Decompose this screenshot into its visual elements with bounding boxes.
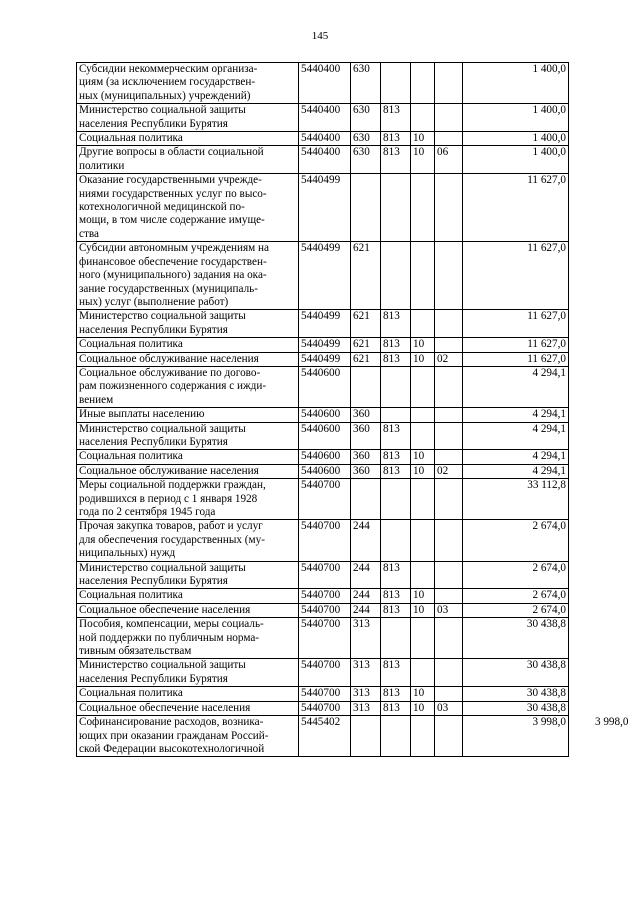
administrator-code: 813 [381,104,411,132]
row-name-line: политики [79,159,125,172]
target-article-code: 5440600 [299,408,351,422]
expense-type-code: 313 [351,687,381,701]
subsection-code [435,422,463,450]
amount-extra [569,687,631,701]
administrator-code [381,520,411,561]
row-name-line: Социальное обслуживание по догово- [79,366,261,379]
section-code: 10 [411,464,435,478]
target-article-code: 5440700 [299,561,351,589]
row-name-line: зание государственных (муниципаль- [79,282,258,295]
amount-extra [569,450,631,464]
section-code: 10 [411,701,435,715]
table-row [77,450,631,464]
section-code [411,174,435,242]
expense-type-code: 630 [351,104,381,132]
subsection-code: 06 [435,146,463,174]
row-name-line: Меры социальной поддержки граждан, [79,479,266,492]
subsection-code [435,450,463,464]
expense-type-code [351,716,381,757]
amount: 4 294,1 [463,464,569,478]
amount-extra [569,659,631,687]
table-row [77,366,631,407]
row-name [77,589,299,603]
page-number: 145 [311,30,329,42]
administrator-code [381,242,411,310]
section-code [411,716,435,757]
administrator-code: 813 [381,659,411,687]
row-name [77,716,299,757]
amount: 1 400,0 [463,146,569,174]
amount-extra [569,520,631,561]
table-row [77,408,631,422]
row-name-line: ниями государственных услуг по высо- [79,187,267,200]
expense-type-code: 621 [351,310,381,338]
table-row [77,701,631,715]
expense-type-code [351,366,381,407]
row-name [77,310,299,338]
row-name-line: Оказание государственными учрежде- [79,174,262,187]
row-name-line: для обеспечения государственных (му- [79,533,265,546]
target-article-code: 5440700 [299,479,351,520]
expense-type-code: 630 [351,63,381,104]
expense-type-code: 360 [351,450,381,464]
administrator-code: 813 [381,338,411,352]
section-code: 10 [411,338,435,352]
amount-extra [569,464,631,478]
expense-type-code: 360 [351,422,381,450]
row-name-line: Социальная политика [79,132,183,145]
row-name [77,659,299,687]
amount: 3 998,0 [463,716,569,757]
amount: 30 438,8 [463,687,569,701]
target-article-code: 5440600 [299,450,351,464]
amount-extra [569,589,631,603]
subsection-code [435,132,463,146]
subsection-code [435,310,463,338]
section-code [411,104,435,132]
section-code [411,63,435,104]
amount-extra [569,174,631,242]
target-article-code: 5440499 [299,352,351,366]
row-name-line: Софинансирование расходов, возника- [79,716,264,729]
subsection-code [435,520,463,561]
administrator-code: 813 [381,701,411,715]
row-name-line: Министерство социальной защиты [79,104,246,117]
row-name-line: Социальная политика [79,589,183,602]
table-row [77,104,631,132]
administrator-code: 813 [381,687,411,701]
administrator-code: 813 [381,310,411,338]
row-name-line: населения Республики Бурятия [79,323,228,336]
row-name [77,422,299,450]
expense-type-code: 313 [351,701,381,715]
target-article-code: 5440400 [299,146,351,174]
subsection-code [435,561,463,589]
subsection-code [435,366,463,407]
amount-extra [569,561,631,589]
subsection-code [435,618,463,659]
amount-extra [569,603,631,617]
target-article-code: 5440499 [299,310,351,338]
target-article-code: 5445402 [299,716,351,757]
subsection-code [435,242,463,310]
row-name-line: Субсидии автономным учреждениям на [79,242,269,255]
row-name [77,701,299,715]
amount-extra [569,132,631,146]
subsection-code [435,716,463,757]
section-code: 10 [411,589,435,603]
subsection-code [435,589,463,603]
row-name-line: Социальная политика [79,450,183,463]
amount: 4 294,1 [463,366,569,407]
section-code [411,408,435,422]
amount: 4 294,1 [463,422,569,450]
row-name-line: года по 2 сентября 1945 года [79,506,216,518]
amount-extra: 3 998,0 [594,715,629,728]
amount: 2 674,0 [463,603,569,617]
administrator-code: 813 [381,146,411,174]
row-name-line: Социальное обслуживание населения [79,352,259,365]
amount-extra [569,310,631,338]
administrator-code [381,366,411,407]
row-name [77,450,299,464]
subsection-code: 03 [435,701,463,715]
table-row [77,174,631,242]
amount-extra [569,618,631,659]
row-name-line: Иные выплаты населению [79,408,205,421]
row-name [77,146,299,174]
target-article-code: 5440600 [299,464,351,478]
row-name-line: ного (муниципального) задания на ока- [79,269,267,282]
table-row [77,338,631,352]
row-name-line: родившихся в период с 1 января 1928 [79,492,258,505]
section-code [411,520,435,561]
target-article-code: 5440700 [299,701,351,715]
row-name-line: ных) услуг (выполнение работ) [79,295,229,308]
amount: 1 400,0 [463,104,569,132]
amount-extra [569,366,631,407]
amount: 1 400,0 [463,63,569,104]
expense-type-code: 244 [351,603,381,617]
row-name-line: Социальная политика [79,338,183,351]
subsection-code: 03 [435,603,463,617]
expense-type-code: 244 [351,561,381,589]
row-name-line: финансовое обеспечение государствен- [79,255,267,268]
row-name [77,63,299,104]
subsection-code [435,104,463,132]
target-article-code: 5440700 [299,687,351,701]
amount: 2 674,0 [463,520,569,561]
administrator-code: 813 [381,450,411,464]
table-row [77,603,631,617]
row-name-line: ных (муниципальных) учреждений) [79,89,251,102]
row-name-line: рам пожизненного содержания с ижди- [79,380,267,393]
section-code [411,242,435,310]
amount-extra [569,422,631,450]
section-code [411,479,435,520]
row-name-line: Социальное обеспечение населения [79,603,251,616]
target-article-code: 5440499 [299,338,351,352]
expense-type-code [351,174,381,242]
section-code [411,561,435,589]
row-name-line: ской Федерации высокотехнологичной [79,742,265,755]
row-name [77,242,299,310]
table-row [77,561,631,589]
target-article-code: 5440400 [299,132,351,146]
administrator-code: 813 [381,132,411,146]
row-name-line: Министерство социальной защиты [79,422,246,435]
section-code [411,618,435,659]
row-name-line: котехнологичной медицинской по- [79,201,245,214]
row-name [77,132,299,146]
row-name [77,104,299,132]
amount-extra [569,146,631,174]
amount: 30 438,8 [463,659,569,687]
target-article-code: 5440700 [299,659,351,687]
table-row [77,520,631,561]
table-row [77,479,631,520]
row-name-line: тивным обязательствам [79,645,192,658]
amount-extra [569,63,631,104]
section-code: 10 [411,687,435,701]
expense-type-code: 313 [351,659,381,687]
row-name [77,520,299,561]
table-row [77,63,631,104]
amount: 11 627,0 [463,242,569,310]
row-name [77,408,299,422]
budget-table-body [77,63,631,757]
row-name-line: Прочая закупка товаров, работ и услуг [79,520,263,533]
row-name-line: ющих при оказании гражданам Россий- [79,729,269,742]
subsection-code: 02 [435,464,463,478]
subsection-code [435,338,463,352]
amount-extra [569,479,631,520]
expense-type-code: 313 [351,618,381,659]
table-row [77,687,631,701]
table-row [77,242,631,310]
amount-extra [569,104,631,132]
row-name [77,338,299,352]
administrator-code: 813 [381,422,411,450]
row-name-line: Министерство социальной защиты [79,561,246,574]
table-row [77,310,631,338]
section-code: 10 [411,603,435,617]
budget-table [76,62,631,757]
row-name-line: Министерство социальной защиты [79,659,246,672]
administrator-code [381,63,411,104]
row-name-line: Министерство социальной защиты [79,310,246,323]
row-name [77,603,299,617]
expense-type-code: 360 [351,408,381,422]
amount: 2 674,0 [463,561,569,589]
expense-type-code [351,479,381,520]
row-name-line: Социальное обеспечение населения [79,701,251,714]
amount-extra [569,408,631,422]
row-name [77,618,299,659]
section-code: 10 [411,146,435,174]
row-name [77,174,299,242]
row-name-line: мощи, в том числе содержание имуще- [79,214,265,227]
table-row [77,716,631,757]
amount: 30 438,8 [463,701,569,715]
row-name-line: населения Республики Бурятия [79,435,228,448]
row-name-line: Субсидии некоммерческим организа- [79,63,258,75]
amount-extra [569,338,631,352]
administrator-code: 813 [381,589,411,603]
row-name [77,352,299,366]
row-name [77,687,299,701]
section-code: 10 [411,450,435,464]
amount: 11 627,0 [463,310,569,338]
subsection-code [435,408,463,422]
target-article-code: 5440600 [299,422,351,450]
target-article-code: 5440700 [299,520,351,561]
section-code [411,310,435,338]
table-row [77,132,631,146]
section-code: 10 [411,132,435,146]
target-article-code: 5440700 [299,603,351,617]
administrator-code [381,479,411,520]
subsection-code: 02 [435,352,463,366]
table-row [77,352,631,366]
row-name-line: циям (за исключением государствен- [79,76,256,89]
target-article-code: 5440499 [299,174,351,242]
row-name [77,464,299,478]
row-name [77,479,299,520]
expense-type-code: 621 [351,242,381,310]
expense-type-code: 360 [351,464,381,478]
subsection-code [435,659,463,687]
section-code [411,659,435,687]
table-row [77,464,631,478]
row-name-line: ства [79,227,99,240]
table-row [77,589,631,603]
section-code [411,422,435,450]
administrator-code: 813 [381,464,411,478]
row-name-line: Пособия, компенсации, меры социаль- [79,618,264,631]
row-name [77,366,299,407]
administrator-code [381,618,411,659]
target-article-code: 5440700 [299,618,351,659]
row-name-line: Социальное обслуживание населения [79,464,259,477]
expense-type-code: 630 [351,146,381,174]
expense-type-code: 621 [351,352,381,366]
amount: 4 294,1 [463,450,569,464]
table-row [77,659,631,687]
subsection-code [435,174,463,242]
subsection-code [435,687,463,701]
expense-type-code: 244 [351,520,381,561]
expense-type-code: 630 [351,132,381,146]
amount-extra [569,242,631,310]
administrator-code: 813 [381,561,411,589]
row-name-line: ниципальных) нужд [79,547,176,560]
administrator-code: 813 [381,352,411,366]
amount: 1 400,0 [463,132,569,146]
row-name-line: ной поддержки по публичным норма- [79,631,260,644]
administrator-code: 813 [381,603,411,617]
administrator-code [381,716,411,757]
expense-type-code: 244 [351,589,381,603]
target-article-code: 5440499 [299,242,351,310]
row-name-line: вением [79,393,114,406]
row-name [77,561,299,589]
subsection-code [435,63,463,104]
target-article-code: 5440400 [299,63,351,104]
subsection-code [435,479,463,520]
amount: 11 627,0 [463,352,569,366]
target-article-code: 5440600 [299,366,351,407]
amount: 11 627,0 [463,174,569,242]
row-name-line: Социальная политика [79,687,183,700]
amount: 30 438,8 [463,618,569,659]
row-name-line: населения Республики Бурятия [79,117,228,130]
administrator-code [381,408,411,422]
expense-type-code: 621 [351,338,381,352]
target-article-code: 5440700 [299,589,351,603]
table-row [77,146,631,174]
target-article-code: 5440400 [299,104,351,132]
section-code: 10 [411,352,435,366]
section-code [411,366,435,407]
row-name-line: населения Республики Бурятия [79,575,228,588]
amount: 2 674,0 [463,589,569,603]
amount-extra [569,352,631,366]
amount: 33 112,8 [463,479,569,520]
table-row [77,618,631,659]
administrator-code [381,174,411,242]
table-row [77,422,631,450]
amount: 11 627,0 [463,338,569,352]
amount-extra [569,701,631,715]
amount: 4 294,1 [463,408,569,422]
row-name-line: населения Республики Бурятия [79,672,228,685]
row-name-line: Другие вопросы в области социальной [79,146,264,159]
